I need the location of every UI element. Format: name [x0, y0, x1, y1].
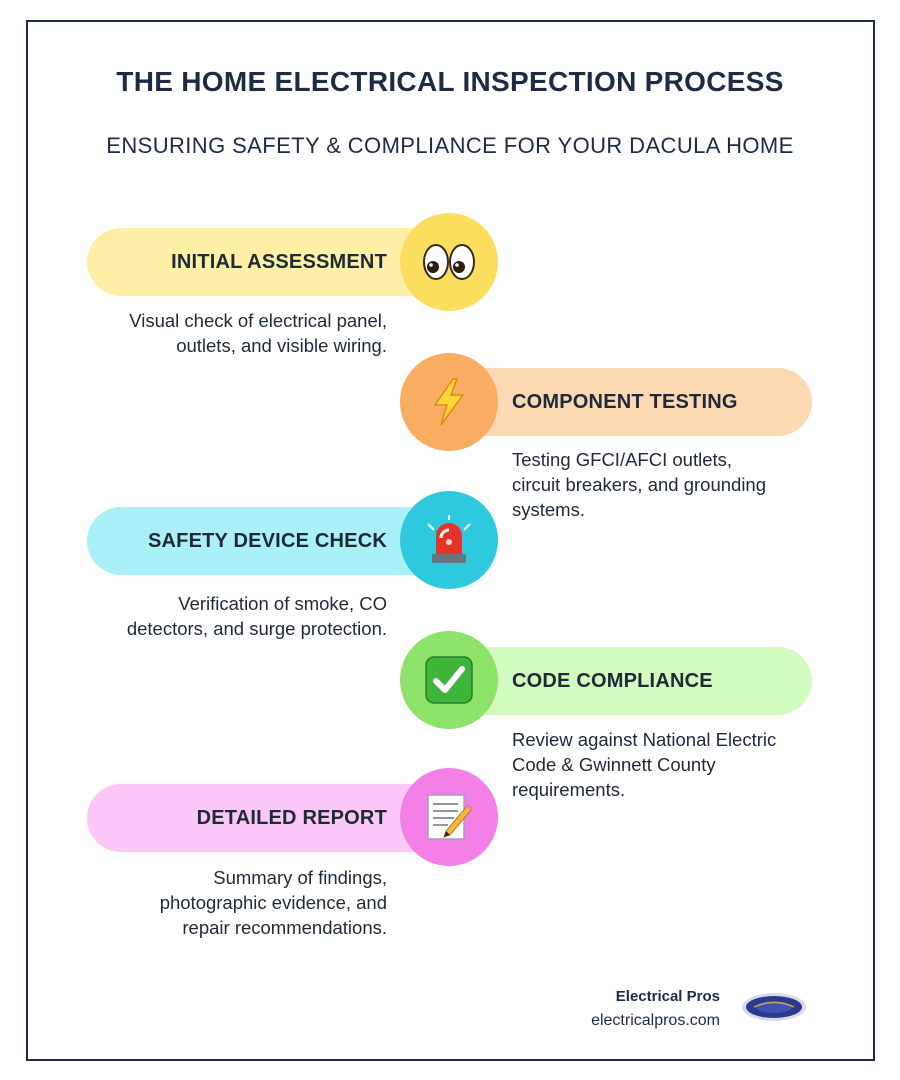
step-label: CODE COMPLIANCE	[512, 669, 713, 692]
step-initial-assessment-pill	[87, 228, 447, 296]
brand-logo-icon	[740, 990, 808, 1024]
eyes-icon	[421, 242, 477, 282]
step-initial-assessment-description: Visual check of electrical panel, outlets, and visible wiring.	[129, 310, 387, 356]
step-label: SAFETY DEVICE CHECK	[147, 529, 387, 552]
step-safety-device-check-circle	[400, 491, 498, 589]
step-label: COMPONENT TESTING	[512, 390, 738, 413]
step-code-compliance-pill	[450, 647, 812, 715]
page-title: THE HOME ELECTRICAL INSPECTION PROCESS	[116, 66, 784, 97]
step-detailed-report-circle	[400, 768, 498, 866]
lightning-icon	[429, 377, 469, 427]
memo-icon	[424, 791, 474, 843]
step-safety-device-check-pill	[87, 507, 447, 575]
step-code-compliance-circle	[400, 631, 498, 729]
step-label: DETAILED REPORT	[196, 806, 387, 829]
step-component-testing-description: Testing GFCI/AFCI outlets, circuit breakers, and grounding systems.	[512, 449, 767, 520]
step-code-compliance-description: Review against National Electric Code & Gwinnett County requirements.	[512, 729, 777, 800]
page-subtitle: ENSURING SAFETY & COMPLIANCE FOR YOUR DACULA HOME	[106, 133, 794, 158]
step-component-testing-circle	[400, 353, 498, 451]
step-component-testing-pill	[450, 368, 812, 436]
siren-icon	[424, 514, 474, 566]
footer-brand-name: Electrical Pros	[615, 988, 720, 1005]
step-detailed-report-description: Summary of findings, photographic evidence, and repair recommendations.	[159, 867, 387, 938]
step-safety-device-check-description: Verification of smoke, CO detectors, and surge protection.	[126, 593, 387, 639]
check-mark-icon	[424, 655, 474, 705]
step-detailed-report-pill	[87, 784, 447, 852]
step-label: INITIAL ASSESSMENT	[171, 250, 387, 273]
footer-website-link[interactable]: electricalpros.com	[591, 1012, 720, 1029]
step-initial-assessment-circle	[400, 213, 498, 311]
